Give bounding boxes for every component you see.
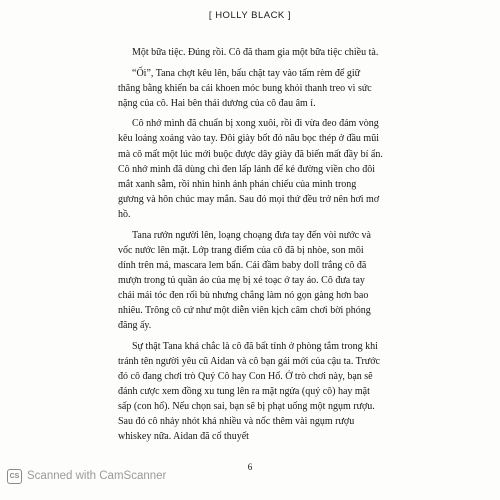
camscanner-watermark <box>7 467 166 485</box>
paragraph-2: “Ối”, Tana chợt kêu lên, bấu chặt tay vào tấm rèm để giữ thăng bằng khiến ba cái khoen móc bung khỏi thanh treo vì sức nặng của cô. Hai bên thái dương của cô đau âm ỉ. <box>118 67 372 109</box>
camscanner-logo-icon: CS <box>7 469 22 484</box>
body-text <box>118 45 383 450</box>
page-number: 6 <box>247 462 253 472</box>
watermark-text: Scanned with CamScanner <box>27 470 167 482</box>
paragraph-1: Một bữa tiệc. Đúng rồi. Cô đã tham gia một bữa tiệc chiều tà. <box>132 47 379 58</box>
paragraph-3: Cô nhớ mình đã chuẩn bị xong xuôi, rồi đi vừa đeo đám vòng kêu loảng xoảng vào tay. Đôi giày bốt đỏ nâu bọc thép ở đầu mũi mà cô mất một lúc mới buộc được dây giày đã biến mất đầy bí ẩn. Cô nhớ mình đã dùng chì đen lấp lánh để kẻ đường viền cho đôi mắt xanh sẫm, rồi nhìn hình ảnh phản chiếu của mình trong gương và hôn chúc may mắn. Sau đó mọi thứ đều trở nên hơi mơ hồ. <box>118 118 383 220</box>
running-head: [ HOLLY BLACK ] <box>208 10 292 21</box>
paragraph-5: Sự thật Tana khá chắc là cô đã bất tỉnh ở phòng tắm trong khi tránh tên người yêu cũ Aidan và cô bạn gái mới của cậu ta. Trước đó cô đang chơi trò Quý Cô hay Con Hổ. Ở trò chơi này, bạn sẽ đánh cược xem đồng xu tung lên ra mặt ngửa (quý cô) hay mặt sấp (con hổ). Nếu chọn sai, bạn sẽ bị phạt uống một ngụm rượu. Sau đó cô nhảy nhót khá nhiều và nốc thêm vài ngụm rượu whiskey nữa. Aidan đã cố thuyết <box>118 340 380 443</box>
paragraph-4: Tana rướn người lên, loạng choạng đưa tay đến vòi nước và vốc nước lên mặt. Lớp trang điểm của cô đã bị nhòe, son môi dính trên má, mascara lem bẩn. Cái đầm baby doll trắng cô đã mượn trong tủ quần áo của mẹ bị xé toạc ở tay áo. Cô đưa tay chải mái tóc đen rối bù nhưng chẳng làm nó gọn gàng hơn bao nhiêu. Trông cô cứ như một diễn viên kịch câm chơi bời phóng đãng ấy. <box>118 229 371 332</box>
